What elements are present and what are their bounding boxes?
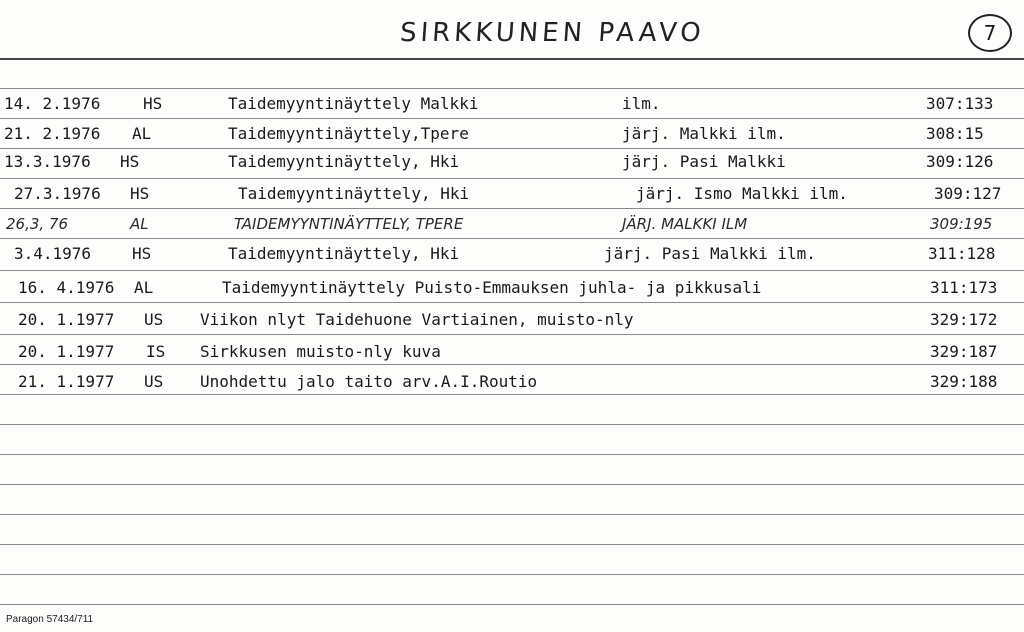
entry-note: järj. Pasi Malkki [622,152,786,171]
entry-ref: 329:187 [930,342,998,361]
divider [0,604,1024,605]
entry-row [0,120,1024,150]
entry-ref: 309:126 [926,152,994,171]
entry-title: Viikon nlyt Taidehuone Vartiainen, muisto-nly [200,310,634,329]
entry-ref: 309:127 [934,184,1002,203]
entry-paper: HS [132,244,152,263]
entry-paper: US [144,310,164,329]
entry-date: 20. 1.1977 [18,310,115,329]
card-number: 7 [968,14,1012,52]
card-title: SIRKKUNEN PAAVO [398,18,706,48]
divider [0,58,1024,60]
entry-date: 21. 1.1977 [18,372,115,391]
entry-row [0,148,1024,178]
entry-title: Taidemyyntinäyttely, Hki [228,244,460,263]
entry-ref: 311:128 [928,244,996,263]
entry-ref: 329:172 [930,310,998,329]
divider [0,514,1024,515]
entry-row [0,368,1024,398]
entry-date: 27.3.1976 [14,184,101,203]
divider [0,454,1024,455]
divider [0,544,1024,545]
entry-row [0,90,1024,120]
entry-title: Taidemyyntinäyttely,Tpere [228,124,469,143]
entry-ref: 308:15 [926,124,984,143]
entry-paper: AL [132,124,152,143]
entry-row-handwritten [0,211,1024,241]
entry-title: Taidemyyntinäyttely Malkki [228,94,479,113]
entry-row [0,338,1024,368]
entry-date: 21. 2.1976 [4,124,101,143]
entry-date: 26,3, 76 [6,215,69,233]
entry-row [0,306,1024,336]
entry-note: järj. Pasi Malkki ilm. [604,244,816,263]
divider [0,88,1024,89]
entry-date: 16. 4.1976 [18,278,115,297]
entry-date: 3.4.1976 [14,244,92,263]
divider [0,484,1024,485]
entry-ref: 311:173 [930,278,998,297]
printer-imprint: Paragon 57434/711 [6,614,94,625]
entry-note: järj. Ismo Malkki ilm. [636,184,848,203]
entry-paper: IS [146,342,166,361]
entry-note: ilm. [622,94,661,113]
entry-title: Unohdettu jalo taito arv.A.I.Routio [200,372,538,391]
entry-ref: 309:195 [930,215,993,233]
entry-paper: HS [143,94,163,113]
entry-date: 13.3.1976 [4,152,91,171]
entry-title: Taidemyyntinäyttely, Hki [228,152,460,171]
entry-paper: HS [120,152,140,171]
entry-paper: AL [130,215,149,233]
entry-paper: US [144,372,164,391]
divider [0,178,1024,179]
entry-paper: AL [134,278,154,297]
entry-title: Taidemyyntinäyttely Puisto-Emmauksen juhla- ja pikkusali [222,278,762,297]
entry-ref: 307:133 [926,94,994,113]
entry-paper: HS [130,184,150,203]
entry-row [0,274,1024,304]
divider [0,270,1024,271]
entry-title: TAIDEMYYNTINÄYTTELY, TPERE [234,215,464,233]
entry-date: 20. 1.1977 [18,342,115,361]
entry-row [0,240,1024,270]
entry-note: JÄRJ. MALKKI ILM [622,215,748,233]
divider [0,574,1024,575]
entry-date: 14. 2.1976 [4,94,101,113]
entry-note: järj. Malkki ilm. [622,124,786,143]
entry-title: Taidemyyntinäyttely, Hki [238,184,470,203]
entry-ref: 329:188 [930,372,998,391]
entry-row [0,180,1024,210]
entry-title: Sirkkusen muisto-nly kuva [200,342,441,361]
divider [0,424,1024,425]
